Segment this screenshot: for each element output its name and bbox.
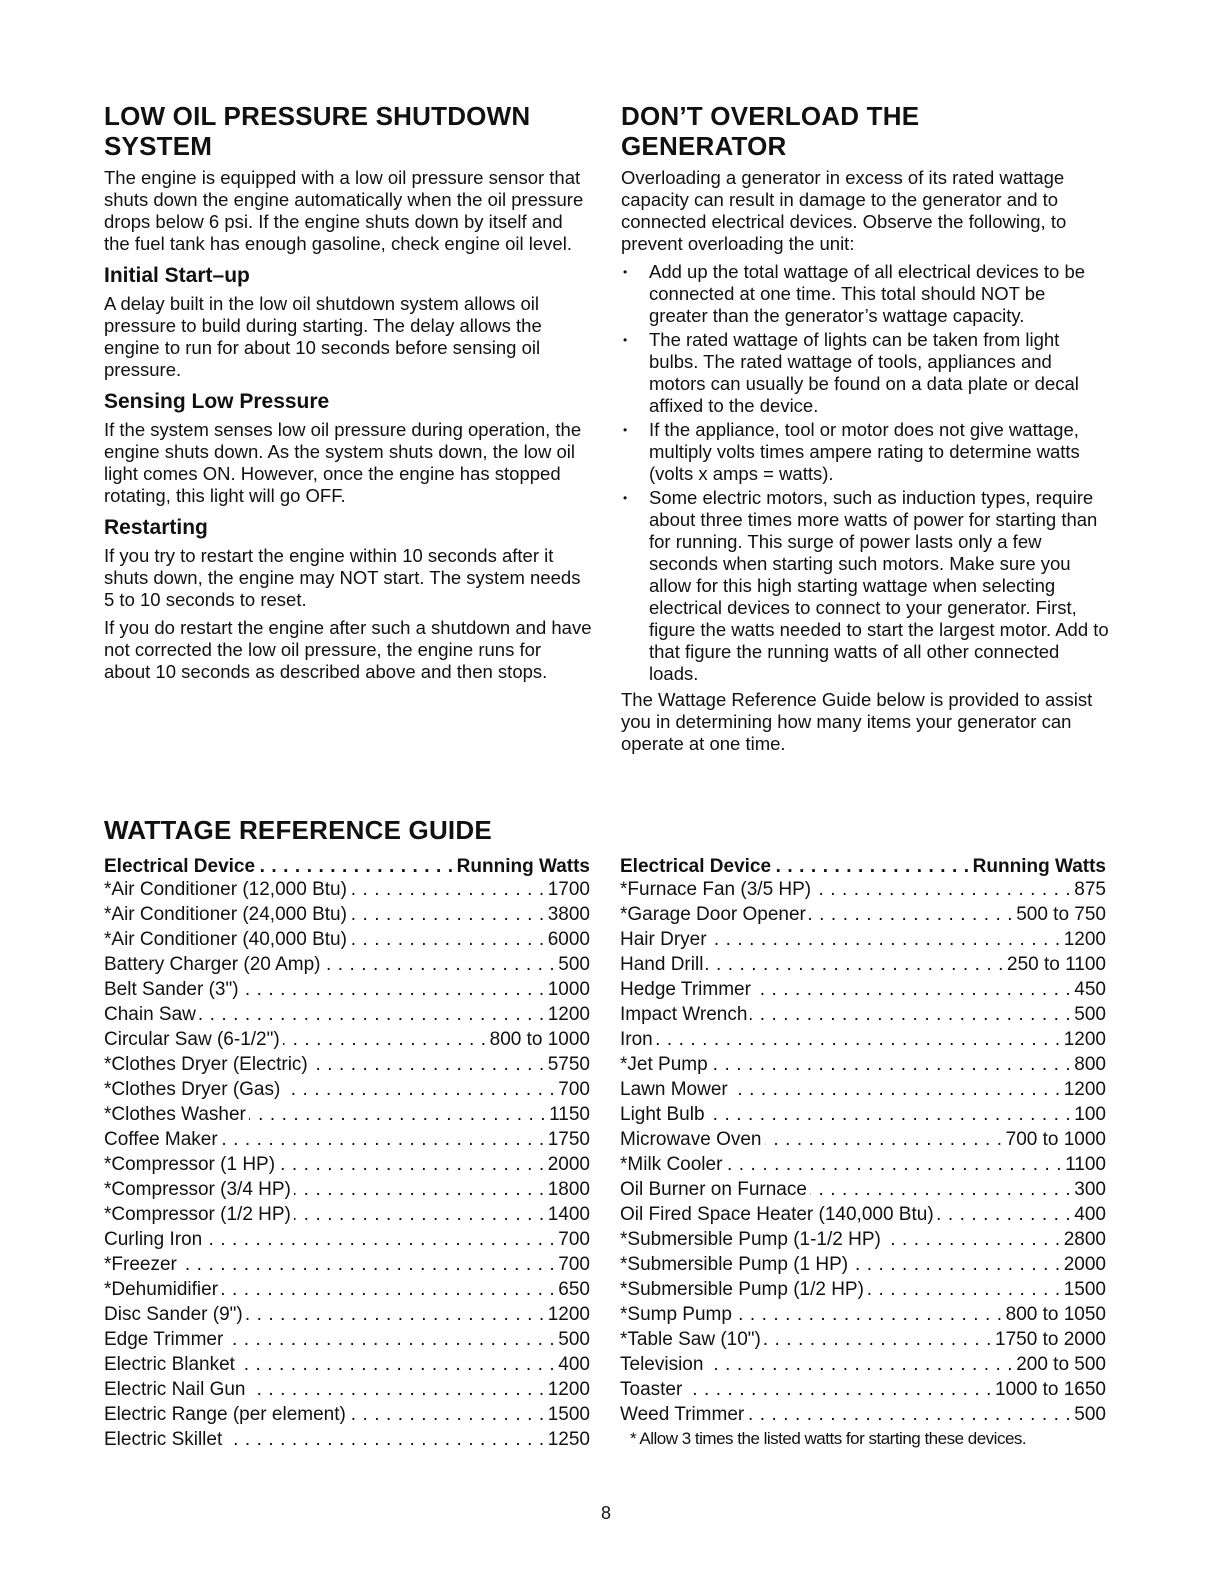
watts-column-header: Running Watts — [456, 856, 590, 877]
starting-watts-note: * Allow 3 times the listed watts for starting these devices. — [630, 1429, 1027, 1448]
table-row — [104, 1277, 590, 1302]
dot-leader — [809, 902, 1013, 927]
device-name: Coffee Maker — [104, 1129, 218, 1150]
running-watts: 1400 — [547, 1204, 590, 1225]
overload-section — [621, 101, 1109, 761]
overload-intro: Overloading a generator in excess of its rated wattage capacity can result in damage to the generator and to connected electrical devices. Observe the following, to prevent overloading the unit: — [621, 167, 1067, 254]
device-name: Impact Wrench — [620, 1004, 748, 1025]
overload-bullet: • Some electric motors, such as induction types, require about three times more watts of power for starting than for running. This surge of power lasts only a few seconds when starting such motors. Make sure you allow for this high starting wattage when selecting electrical devices to connect to your generator. First, figure the watts needed to start the largest motor. Add to that figure the running watts of all other connected loads. — [621, 487, 1109, 685]
device-name: Oil Fired Space Heater (140,000 Btu) — [620, 1204, 934, 1225]
device-name: Hand Drill — [620, 954, 704, 975]
running-watts: 1800 — [547, 1179, 590, 1200]
device-name: Circular Saw (6-1/2") — [104, 1029, 280, 1050]
dot-leader — [349, 1402, 545, 1427]
running-watts: 1750 — [547, 1129, 590, 1150]
running-watts: 3800 — [547, 904, 590, 925]
dot-leader — [258, 857, 454, 877]
running-watts: 100 — [1074, 1104, 1106, 1125]
table-row — [104, 1027, 590, 1052]
overload-bullet: • The rated wattage of lights can be taken from light bulbs. The rated wattage of tools, appliances and motors can usually be found on a data plate or decal affixed to the device. — [621, 329, 1109, 417]
dot-leader — [814, 877, 1071, 902]
restarting-text-2: If you do restart the engine after such a shutdown and have not corrected the low oil pressure, the engine runs for about 10 seconds as described above and then stops. — [104, 617, 592, 682]
running-watts: 700 to 1000 — [1005, 1129, 1106, 1150]
dot-leader — [937, 1202, 1072, 1227]
device-name: *Table Saw (10") — [620, 1329, 761, 1350]
dot-leader — [249, 1102, 546, 1127]
running-watts: 5750 — [547, 1054, 590, 1075]
device-name: *Clothes Dryer (Gas) — [104, 1079, 281, 1100]
device-name: Electric Range (per element) — [104, 1404, 346, 1425]
dot-leader — [283, 1027, 487, 1052]
table-row — [620, 1127, 1106, 1152]
table-row — [620, 1302, 1106, 1327]
table-row — [620, 927, 1106, 952]
device-name: Electric Skillet — [104, 1429, 223, 1450]
running-watts: 1250 — [547, 1429, 590, 1450]
dot-leader — [754, 977, 1071, 1002]
table-row — [104, 1152, 590, 1177]
table-row — [620, 1277, 1106, 1302]
dot-leader — [706, 1352, 1013, 1377]
dot-leader — [199, 1002, 545, 1027]
overload-bullet: • Add up the total wattage of all electrical devices to be connected at one time. This total should NOT be greater than the generator’s wattage capacity. — [621, 261, 1109, 327]
wattage-guide-heading: WATTAGE REFERENCE GUIDE — [104, 815, 492, 845]
dot-leader — [294, 1202, 545, 1227]
sensing-text: If the system senses low oil pressure during operation, the engine shuts down. As the system shuts down, the low oil light comes ON. However, once the engine has stopped rotating, this light will go OFF. — [104, 419, 582, 506]
dot-leader — [735, 1302, 1003, 1327]
table-row — [104, 1202, 590, 1227]
sensing-heading: Sensing Low Pressure — [104, 390, 330, 413]
dot-leader — [350, 877, 545, 902]
running-watts: 1200 — [547, 1004, 590, 1025]
dot-leader — [685, 1377, 992, 1402]
initial-startup-text: A delay built in the low oil shutdown system allows oil pressure to build during starting. The delay allows the engine to run for about 10 seconds before sensing oil pressure. — [104, 293, 542, 380]
running-watts: 500 to 750 — [1016, 904, 1106, 925]
dot-leader — [747, 1402, 1071, 1427]
dot-leader — [764, 1327, 992, 1352]
device-name: *Dehumidifier — [104, 1279, 219, 1300]
table-row — [620, 1402, 1106, 1427]
device-name: *Compressor (1/2 HP) — [104, 1204, 291, 1225]
device-name: *Furnace Fan (3/5 HP) — [620, 879, 812, 900]
table-row — [104, 1352, 590, 1377]
running-watts: 1000 — [547, 979, 590, 1000]
dot-leader — [711, 1052, 1072, 1077]
device-name: *Compressor (3/4 HP) — [104, 1179, 291, 1200]
dot-leader — [238, 1352, 555, 1377]
device-name: *Clothes Washer — [104, 1104, 246, 1125]
device-name: Electric Nail Gun — [104, 1379, 246, 1400]
dot-leader — [708, 1102, 1072, 1127]
dot-leader — [710, 927, 1061, 952]
device-name: Edge Trimmer — [104, 1329, 224, 1350]
dot-leader — [226, 1327, 555, 1352]
table-row — [104, 1427, 590, 1452]
device-name: *Jet Pump — [620, 1054, 708, 1075]
table-row — [104, 927, 590, 952]
dot-leader — [294, 1177, 545, 1202]
running-watts: 1200 — [547, 1379, 590, 1400]
table-row — [104, 1227, 590, 1252]
device-name: Curling Iron — [104, 1229, 203, 1250]
dot-leader — [246, 1302, 545, 1327]
device-name: *Compressor (1 HP) — [104, 1154, 276, 1175]
running-watts: 200 to 500 — [1016, 1354, 1106, 1375]
running-watts: 1200 — [1063, 929, 1106, 950]
overload-outro: The Wattage Reference Guide below is provided to assist you in determining how many items your generator can operate at one time. — [621, 689, 1093, 754]
running-watts: 500 — [558, 1329, 590, 1350]
device-name: *Submersible Pump (1/2 HP) — [620, 1279, 864, 1300]
dot-leader — [350, 902, 545, 927]
table-row — [620, 1177, 1106, 1202]
table-row — [620, 1352, 1106, 1377]
device-column-header: Electrical Device — [620, 856, 772, 877]
table-row — [104, 1177, 590, 1202]
running-watts: 1100 — [1065, 1154, 1106, 1175]
table-row — [104, 877, 590, 902]
device-name: Weed Trimmer — [620, 1404, 745, 1425]
device-name: *Air Conditioner (24,000 Btu) — [104, 904, 347, 925]
overload-list — [621, 261, 1109, 685]
running-watts: 800 — [1074, 1054, 1106, 1075]
running-watts: 700 — [558, 1254, 590, 1275]
table-row — [620, 977, 1106, 1002]
running-watts: 1000 to 1650 — [995, 1379, 1106, 1400]
table-row — [620, 1077, 1106, 1102]
running-watts: 2000 — [1063, 1254, 1106, 1275]
running-watts: 650 — [558, 1279, 590, 1300]
table-row — [620, 877, 1106, 902]
dot-leader — [311, 1052, 545, 1077]
dot-leader — [750, 1002, 1071, 1027]
dot-leader — [851, 1252, 1061, 1277]
table-row — [104, 1077, 590, 1102]
device-name: Battery Charger (20 Amp) — [104, 954, 321, 975]
dot-leader — [774, 857, 970, 877]
table-row — [104, 1252, 590, 1277]
device-name: *Garage Door Opener — [620, 904, 806, 925]
table-row — [104, 1377, 590, 1402]
dot-leader — [725, 1152, 1062, 1177]
device-name: Light Bulb — [620, 1104, 705, 1125]
device-name: *Milk Cooler — [620, 1154, 723, 1175]
table-row — [104, 1402, 590, 1427]
table-row — [620, 1102, 1106, 1127]
table-row — [620, 1002, 1106, 1027]
table-row — [620, 1027, 1106, 1052]
dot-leader — [765, 1127, 1003, 1152]
restarting-heading: Restarting — [104, 516, 208, 539]
device-column-header: Electrical Device — [104, 856, 256, 877]
dot-leader — [221, 1277, 555, 1302]
running-watts: 1500 — [547, 1404, 590, 1425]
low-oil-intro: The engine is equipped with a low oil pressure sensor that shuts down the engine automatically when the oil pressure drops below 6 psi. If the engine shuts down by itself and the fuel tank has enough gasoline, check engine oil level. — [104, 167, 584, 254]
dot-leader — [867, 1277, 1061, 1302]
table-row — [620, 1202, 1106, 1227]
device-name: Toaster — [620, 1379, 683, 1400]
running-watts: 700 — [558, 1229, 590, 1250]
device-name: *Air Conditioner (40,000 Btu) — [104, 929, 347, 950]
running-watts: 2000 — [547, 1154, 590, 1175]
table-row — [104, 1002, 590, 1027]
table-row — [104, 1052, 590, 1077]
running-watts: 500 — [558, 954, 590, 975]
dot-leader — [656, 1027, 1061, 1052]
device-name: Oil Burner on Furnace — [620, 1179, 807, 1200]
overload-bullet: • If the appliance, tool or motor does not give wattage, multiply volts times ampere rating to determine watts (volts x amps = watts). — [621, 419, 1109, 485]
table-row — [620, 1152, 1106, 1177]
device-name: Belt Sander (3") — [104, 979, 239, 1000]
initial-startup-heading: Initial Start–up — [104, 264, 250, 287]
device-name: Hair Dryer — [620, 929, 707, 950]
running-watts: 500 — [1074, 1404, 1106, 1425]
running-watts: 1200 — [1063, 1079, 1106, 1100]
running-watts: 1700 — [547, 879, 590, 900]
device-name: Lawn Mower — [620, 1079, 728, 1100]
device-name: *Submersible Pump (1-1/2 HP) — [620, 1229, 881, 1250]
table-header — [620, 857, 1106, 877]
dot-leader — [810, 1177, 1071, 1202]
table-row — [104, 1102, 590, 1127]
running-watts: 800 to 1000 — [489, 1029, 590, 1050]
table-row — [104, 1302, 590, 1327]
wattage-table-right — [620, 857, 1106, 1451]
low-oil-section — [104, 101, 592, 689]
running-watts: 400 — [558, 1354, 590, 1375]
running-watts: 1500 — [1063, 1279, 1106, 1300]
table-row — [104, 1327, 590, 1352]
running-watts: 6000 — [547, 929, 590, 950]
device-name: *Air Conditioner (12,000 Btu) — [104, 879, 347, 900]
dot-leader — [731, 1077, 1061, 1102]
table-row — [620, 1052, 1106, 1077]
running-watts: 800 to 1050 — [1005, 1304, 1106, 1325]
table-row — [104, 952, 590, 977]
table-row — [620, 902, 1106, 927]
wattage-table-left — [104, 857, 590, 1452]
running-watts: 1150 — [549, 1104, 590, 1125]
dot-leader — [242, 977, 545, 1002]
running-watts: 450 — [1074, 979, 1106, 1000]
device-name: Hedge Trimmer — [620, 979, 751, 1000]
device-name: Chain Saw — [104, 1004, 196, 1025]
running-watts: 1750 to 2000 — [995, 1329, 1106, 1350]
dot-leader — [884, 1227, 1061, 1252]
overload-heading: DON’T OVERLOAD THE GENERATOR — [621, 101, 920, 161]
restarting-text-1: If you try to restart the engine within 10 seconds after it shuts down, the engine may NOT start. The system needs 5 to 10 seconds to reset. — [104, 545, 581, 610]
running-watts: 700 — [558, 1079, 590, 1100]
dot-leader — [278, 1152, 545, 1177]
running-watts: 1200 — [1063, 1029, 1106, 1050]
running-watts: 250 to 1100 — [1007, 954, 1106, 975]
dot-leader — [323, 952, 555, 977]
table-row — [620, 952, 1106, 977]
running-watts: 500 — [1074, 1004, 1106, 1025]
dot-leader — [221, 1127, 545, 1152]
table-row — [104, 1127, 590, 1152]
dot-leader — [283, 1077, 555, 1102]
dot-leader — [350, 927, 545, 952]
low-oil-heading: LOW OIL PRESSURE SHUTDOWN SYSTEM — [104, 101, 531, 161]
device-name: *Submersible Pump (1 HP) — [620, 1254, 849, 1275]
table-header — [104, 857, 590, 877]
running-watts: 875 — [1074, 879, 1106, 900]
table-row — [620, 1327, 1106, 1352]
dot-leader — [706, 952, 1004, 977]
running-watts: 400 — [1074, 1204, 1106, 1225]
device-name: *Sump Pump — [620, 1304, 732, 1325]
table-row — [104, 902, 590, 927]
device-name: Electric Blanket — [104, 1354, 235, 1375]
device-name: Iron — [620, 1029, 653, 1050]
table-row — [104, 977, 590, 1002]
table-row — [620, 1377, 1106, 1402]
table-row — [620, 1227, 1106, 1252]
device-name: Disc Sander (9") — [104, 1304, 243, 1325]
device-name: *Clothes Dryer (Electric) — [104, 1054, 308, 1075]
dot-leader — [225, 1427, 544, 1452]
device-name: *Freezer — [104, 1254, 177, 1275]
running-watts: 1200 — [547, 1304, 590, 1325]
running-watts: 300 — [1074, 1179, 1106, 1200]
device-name: Microwave Oven — [620, 1129, 762, 1150]
dot-leader — [180, 1252, 555, 1277]
device-name: Television — [620, 1354, 704, 1375]
table-row — [620, 1252, 1106, 1277]
page-number: 8 — [600, 1503, 611, 1523]
dot-leader — [205, 1227, 555, 1252]
watts-column-header: Running Watts — [972, 856, 1106, 877]
running-watts: 2800 — [1063, 1229, 1106, 1250]
dot-leader — [249, 1377, 545, 1402]
